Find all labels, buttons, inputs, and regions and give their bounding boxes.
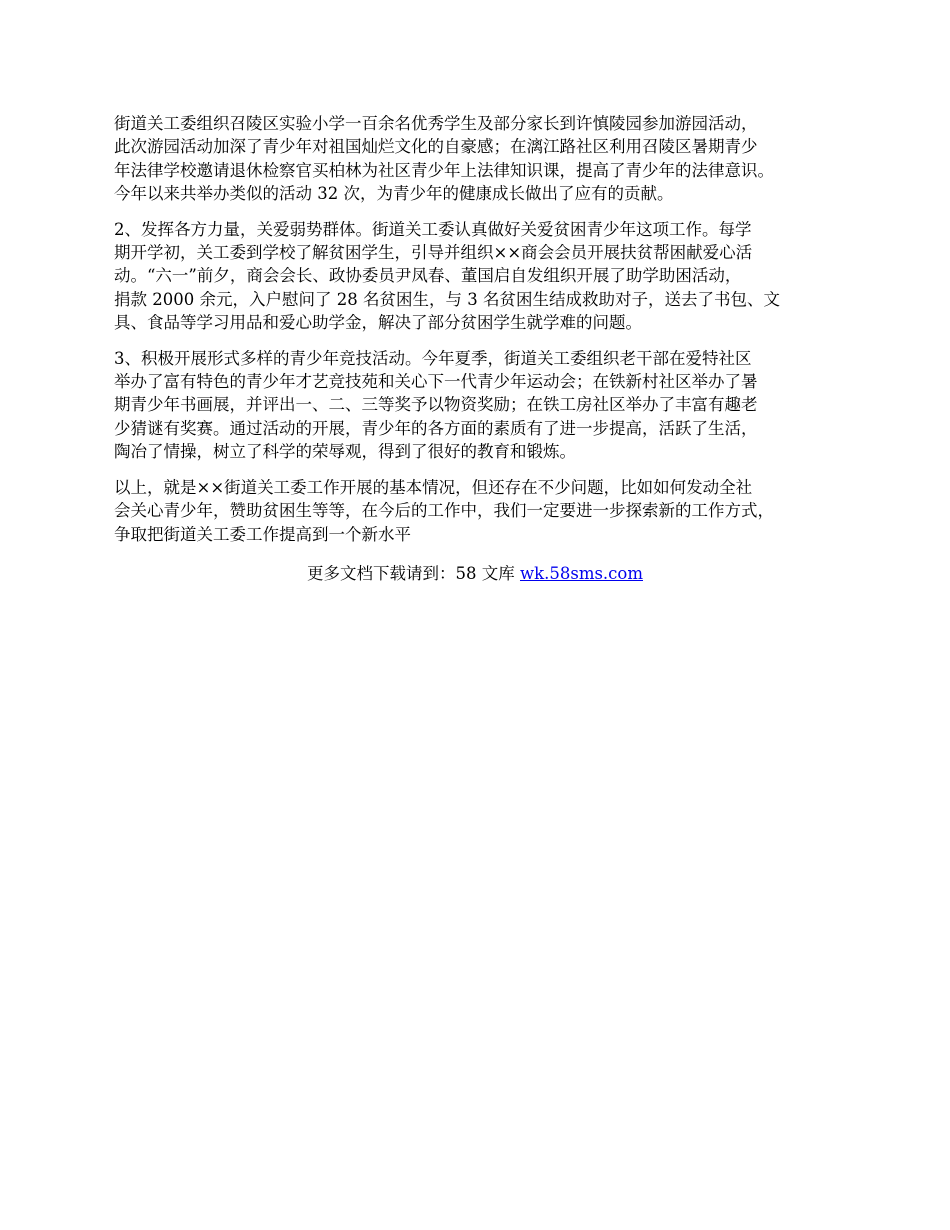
- text-line: 陶冶了情操，树立了科学的荣辱观，得到了很好的教育和锻炼。: [114, 442, 576, 462]
- text-line: 2、发挥各方力量，关爱弱势群体。街道关工委认真做好关爱贫困青少年这项工作。每学: [114, 219, 752, 239]
- text-line: 今年以来共举办类似的活动 32 次，为青少年的健康成长做出了应有的贡献。: [114, 184, 674, 204]
- footer-link[interactable]: wk.58sms.com: [519, 564, 643, 583]
- text-line: 3、积极开展形式多样的青少年竞技活动。今年夏季，街道关工委组织老干部在爱特社区: [114, 348, 752, 368]
- document-body: [114, 112, 850, 558]
- text-line: 动。“六一”前夕，商会会长、政协委员尹凤春、董国启自发组织开展了助学助困活动，: [114, 266, 742, 286]
- text-line: 街道关工委组织召陵区实验小学一百余名优秀学生及部分家长到许慎陵园参加游园活动，: [114, 114, 758, 133]
- text-line: 举办了富有特色的青少年才艺竞技苑和关心下一代青少年运动会；在铁新村社区举办了暑: [114, 372, 758, 392]
- paragraph-2: [114, 218, 850, 335]
- text-line: 少猜谜有奖赛。通过活动的开展，青少年的各方面的素质有了进一步提高，活跃了生活，: [114, 418, 758, 438]
- text-line: 年法律学校邀请退休检察官买柏林为社区青少年上法律知识课，提高了青少年的法律意识。: [114, 160, 774, 180]
- paragraph-1: [114, 112, 850, 206]
- footer-text: 更多文档下载请到：58 文库: [306, 564, 520, 583]
- text-line: 会关心青少年，赞助贫困生等等，在今后的工作中，我们一定要进一步探索新的工作方式，: [114, 501, 774, 521]
- text-line: 期开学初，关工委到学校了解贫困学生，引导并组织××商会会员开展扶贫帮困献爱心活: [114, 243, 753, 263]
- text-line: 期青少年书画展，并评出一、二、三等奖予以物资奖励；在铁工房社区举办了丰富有趣老: [114, 395, 758, 415]
- text-line: 争取把街道关工委工作提高到一个新水平: [114, 524, 411, 544]
- paragraph-4: [114, 476, 850, 546]
- text-line: 具、食品等学习用品和爱心助学金，解决了部分贫困学生就学难的问题。: [114, 313, 642, 333]
- download-footer: [0, 562, 950, 585]
- text-line: 捐款 2000 余元，入户慰问了 28 名贫困生，与 3 名贫困生结成救助对子，送去了书包、文: [114, 289, 780, 309]
- text-line: 此次游园活动加深了青少年对祖国灿烂文化的自豪感；在漓江路社区利用召陵区暑期青少: [114, 137, 758, 157]
- paragraph-3: [114, 347, 850, 464]
- text-line: 以上，就是××街道关工委工作开展的基本情况，但还存在不少问题，比如如何发动全社: [114, 477, 753, 497]
